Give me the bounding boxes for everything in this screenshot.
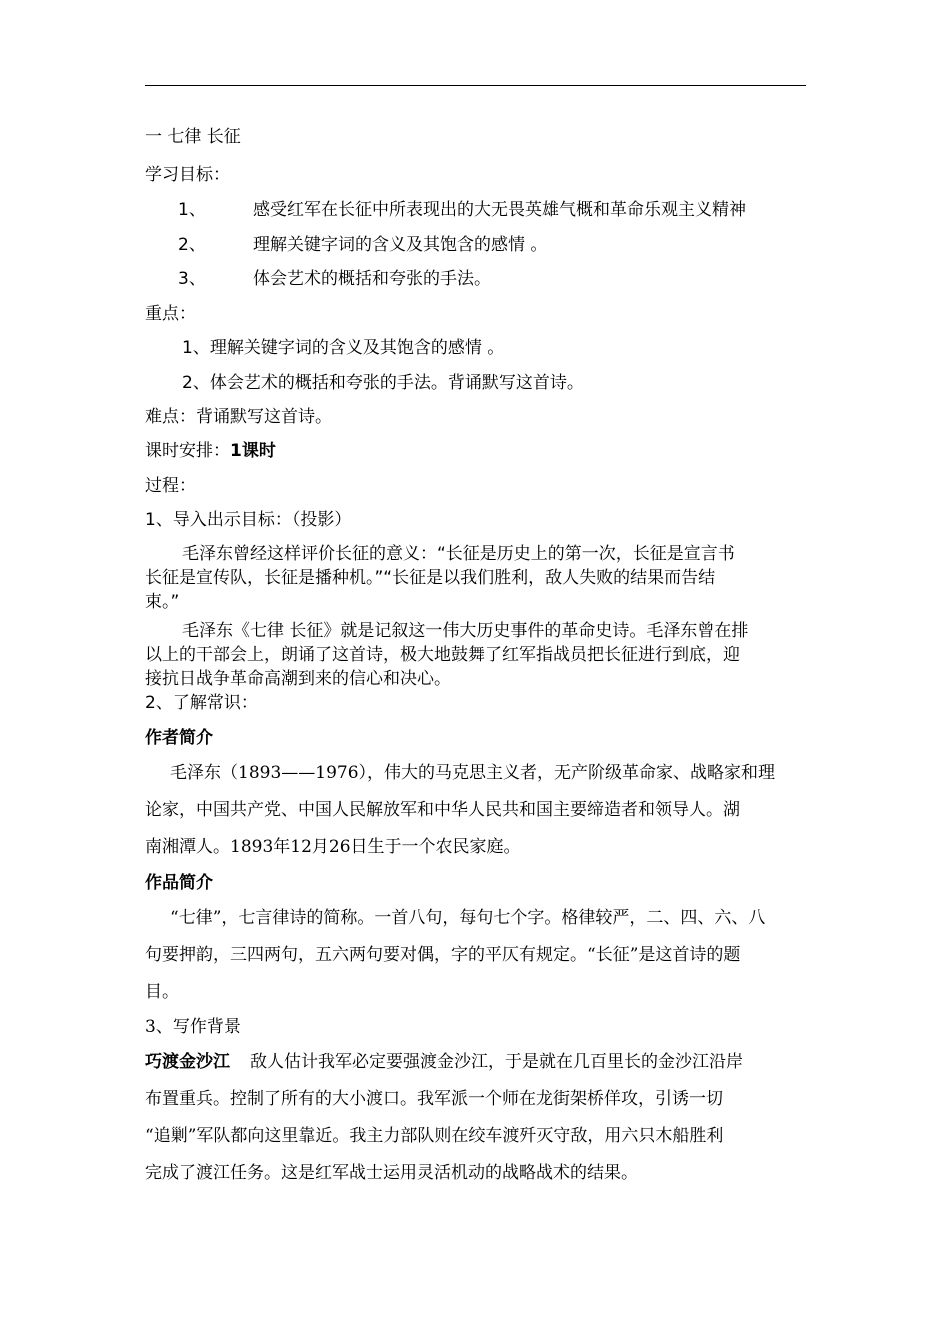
paragraph-line: 毛泽东曾经这样评价长征的意义：“长征是历史上的第一次，长征是宣言书	[182, 544, 735, 564]
goal-item	[178, 199, 746, 221]
key-point: 2、体会艺术的概括和夸张的手法。背诵默写这首诗。	[182, 373, 584, 393]
paragraph-line: “七律”，七言律诗的简称。一首八句，每句七个字。格律较严，二、四、六、八	[170, 908, 766, 928]
work-heading: 作品简介	[145, 873, 213, 893]
goal-number: 1、	[178, 200, 206, 220]
key-point: 1、理解关键字词的含义及其饱含的感情 。	[182, 338, 505, 358]
goals-label: 学习目标：	[145, 165, 230, 185]
jinsha-first-line	[145, 1051, 743, 1073]
paragraph-line: “追剿”军队都向这里靠近。我主力部队则在绞车渡歼灭守敌，用六只木船胜利	[145, 1126, 724, 1146]
step-2-heading: 2、了解常识：	[145, 693, 258, 713]
step-1-heading: 1、导入出示目标：（投影）	[145, 510, 352, 530]
difficulty: 难点：背诵默写这首诗。	[145, 407, 332, 427]
step-3-heading: 3、写作背景	[145, 1017, 241, 1037]
author-heading: 作者简介	[145, 728, 213, 748]
jinsha-heading: 巧渡金沙江	[145, 1052, 230, 1072]
paragraph-line: 毛泽东（1893——1976），伟大的马克思主义者，无产阶级革命家、战略家和理	[170, 763, 776, 783]
process-label: 过程：	[145, 476, 196, 496]
goal-item	[178, 234, 547, 256]
goal-item	[178, 268, 491, 290]
paragraph-line: 南湘潭人。1893年12月26日生于一个农民家庭。	[145, 837, 521, 857]
paragraph-line: 目。	[145, 982, 179, 1002]
paragraph-line: 毛泽东《七律 长征》就是记叙这一伟大历史事件的革命史诗。毛泽东曾在排	[182, 621, 749, 641]
goal-text: 感受红军在长征中所表现出的大无畏英雄气概和革命乐观主义精神	[253, 200, 746, 220]
goal-text: 体会艺术的概括和夸张的手法。	[253, 269, 491, 289]
schedule-label: 课时安排：	[145, 441, 230, 461]
header-rule	[145, 85, 806, 86]
paragraph-line: 束。”	[145, 592, 180, 612]
lesson-title: 一 七律 长征	[145, 127, 241, 147]
key-label: 重点：	[145, 304, 196, 324]
goal-number: 2、	[178, 235, 206, 255]
paragraph-line: 完成了渡江任务。这是红军战士运用灵活机动的战略战术的结果。	[145, 1163, 638, 1183]
paragraph-line: 长征是宣传队，长征是播种机。”“长征是以我们胜利，敌人失败的结果而告结	[145, 568, 716, 588]
paragraph-line: 句要押韵，三四两句，五六两句要对偶，字的平仄有规定。“长征”是这首诗的题	[145, 945, 741, 965]
schedule-value: 1课时	[230, 441, 276, 461]
paragraph-text: 敌人估计我军必定要强渡金沙江，于是就在几百里长的金沙江沿岸	[250, 1052, 743, 1072]
paragraph-line: 布置重兵。控制了所有的大小渡口。我军派一个师在龙街架桥佯攻，引诱一切	[145, 1089, 723, 1109]
paragraph-line: 论家，中国共产党、中国人民解放军和中华人民共和国主要缔造者和领导人。湖	[145, 800, 740, 820]
schedule	[145, 440, 276, 462]
goal-number: 3、	[178, 269, 206, 289]
paragraph-line: 接抗日战争革命高潮到来的信心和决心。	[145, 669, 451, 689]
goal-text: 理解关键字词的含义及其饱含的感情 。	[253, 235, 548, 255]
paragraph-line: 以上的干部会上，朗诵了这首诗，极大地鼓舞了红军指战员把长征进行到底，迎	[145, 645, 740, 665]
